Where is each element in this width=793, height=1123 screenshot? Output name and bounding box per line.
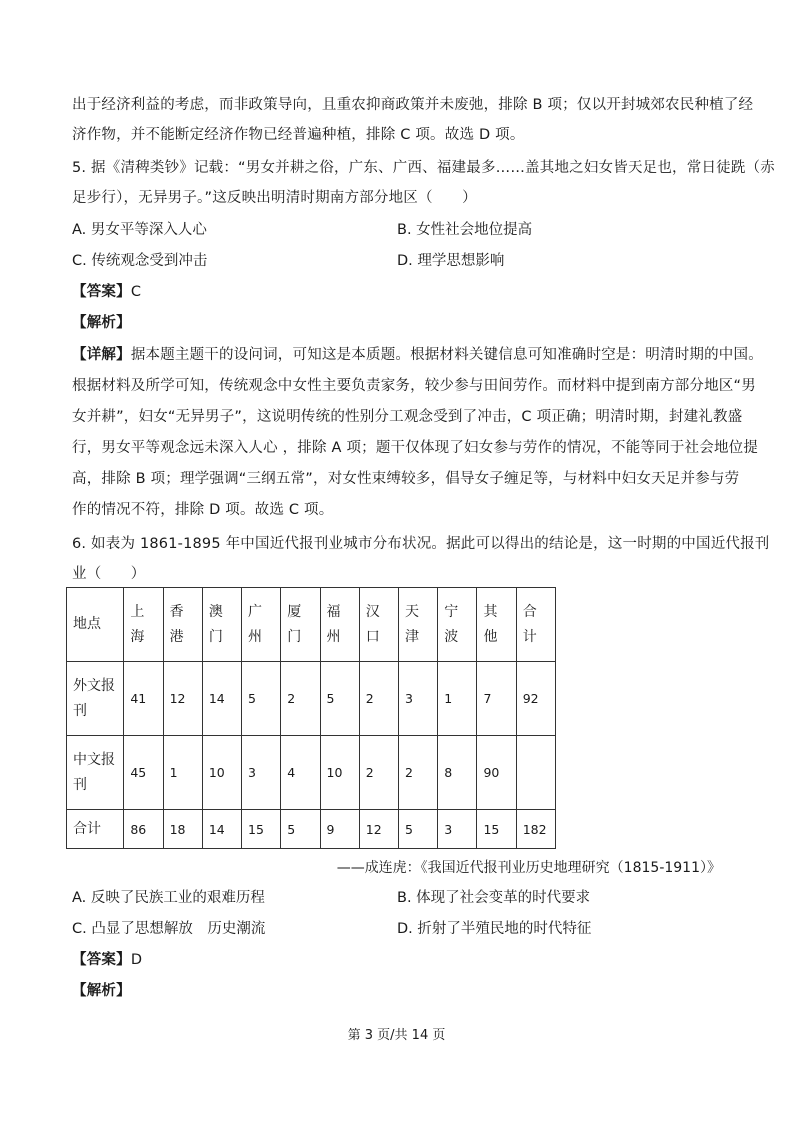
table-cell: 18	[163, 810, 202, 849]
table-cell: 10	[320, 736, 359, 810]
q5-option-d: D. 理学思想影响	[397, 253, 505, 269]
q5-analysis-tag	[72, 313, 131, 333]
q6-option-c: C. 凸显了思想解放 历史潮流	[72, 921, 266, 937]
q5-detail-line-5: 高，排除 B 项；理学强调“三纲五常”，对女性束缚较多，倡导女子缠足等，与材料中妇女天足并参与劳	[72, 471, 740, 487]
q6-option-d: D. 折射了半殖民地的时代特征	[397, 921, 592, 937]
q5-answer	[72, 282, 141, 302]
table-row-foreign	[67, 662, 556, 736]
table-header-row	[67, 588, 556, 662]
q5-option-a: A. 男女平等深入人心	[72, 222, 207, 238]
table-cell: 1	[438, 662, 477, 736]
header-cell-city: 香 港	[163, 588, 202, 662]
table-cell: 90	[477, 736, 516, 810]
row-label-chinese: 中文报 刊	[67, 736, 124, 810]
table-cell: 3	[398, 662, 437, 736]
q6-analysis-tag	[72, 981, 131, 1001]
q5-option-c: C. 传统观念受到冲击	[72, 253, 208, 269]
table-cell: 9	[320, 810, 359, 849]
table-cell: 15	[477, 810, 516, 849]
q5-answer-value: C	[130, 284, 142, 300]
q5-detail-line-6: 作的情况不符，排除 D 项。故选 C 项。	[72, 502, 334, 518]
table-cell: 5	[242, 662, 281, 736]
table-cell: 5	[320, 662, 359, 736]
q5-detail-text-1: 据本题主题干的设问词，可知这是本质题。根据材料关键信息可知准确时空是：明清时期的中国。	[130, 347, 763, 363]
row-label-foreign: 外文报 刊	[67, 662, 124, 736]
table-cell: 15	[242, 810, 281, 849]
q5-answer-tag: 【答案】	[72, 284, 131, 300]
q6-stem-line-1: 6. 如表为 1861-1895 年中国近代报刊业城市分布状况。据此可以得出的结论是，这一时期的中国近代报刊	[72, 536, 770, 552]
table-cell: 12	[163, 662, 202, 736]
q6-stem-line-2: 业（ ）	[72, 566, 146, 582]
table-cell: 8	[438, 736, 477, 810]
q5-detail-line-4: 行，男女平等观念远未深入人心 ，排除 A 项；题干仅体现了妇女参与劳作的情况，不能等同于社会地位提	[72, 440, 759, 456]
table-cell: 41	[124, 662, 163, 736]
q5-stem-line-2: 足步行），无异男子。”这反映出明清时期南方部分地区（ ）	[72, 190, 477, 206]
table-cell: 45	[124, 736, 163, 810]
q5-analysis-label: 【解析】	[72, 315, 131, 331]
page-footer: 第 3 页/共 14 页	[347, 1028, 446, 1043]
table-cell: 5	[398, 810, 437, 849]
q5-detail-line-2: 根据材料及所学可知，传统观念中女性主要负责家务，较少参与田间劳作。而材料中提到南方部分地区“男	[72, 378, 756, 394]
header-cell-location: 地点	[67, 588, 124, 662]
q6-analysis-label: 【解析】	[72, 983, 131, 999]
q5-detail-line-3: 女并耕”，妇女“无异男子”，这说明传统的性别分工观念受到了冲击，C 项正确；明清时期，封建礼教盛	[72, 409, 743, 425]
q6-option-b: B. 体现了社会变革的时代要求	[397, 890, 591, 906]
intro-line-2: 济作物，并不能断定经济作物已经普遍种植，排除 C 项。故选 D 项。	[72, 127, 525, 143]
table-cell: 14	[202, 662, 241, 736]
header-cell-city: 澳 门	[202, 588, 241, 662]
table-cell: 5	[281, 810, 320, 849]
header-cell-city: 广 州	[242, 588, 281, 662]
table-row-chinese	[67, 736, 556, 810]
table-cell: 182	[516, 810, 555, 849]
header-cell-city: 汉 口	[359, 588, 398, 662]
q6-answer-tag: 【答案】	[72, 952, 131, 968]
table-cell	[516, 736, 555, 810]
table-cell: 1	[163, 736, 202, 810]
table-cell: 7	[477, 662, 516, 736]
table-cell: 86	[124, 810, 163, 849]
q5-stem-line-1: 5. 据《清稗类钞》记载：“男女并耕之俗，广东、广西、福建最多……盖其地之妇女皆天足也，常日徒跣（赤	[72, 160, 775, 176]
table-cell: 2	[359, 662, 398, 736]
q6-answer-value: D	[130, 952, 143, 968]
newspaper-distribution-table	[66, 587, 556, 849]
table-cell: 10	[202, 736, 241, 810]
q5-detail-tag: 【详解】	[72, 347, 131, 363]
header-cell-city: 天 津	[398, 588, 437, 662]
table-cell: 12	[359, 810, 398, 849]
header-cell-city: 上 海	[124, 588, 163, 662]
q5-option-b: B. 女性社会地位提高	[397, 222, 533, 238]
header-cell-city: 合 计	[516, 588, 555, 662]
table-cell: 92	[516, 662, 555, 736]
table-source-citation: ——成连虎：《我国近代报刊业历史地理研究（1815-1911）》	[336, 860, 721, 876]
table-cell: 2	[398, 736, 437, 810]
table-cell: 4	[281, 736, 320, 810]
table-row-total	[67, 810, 556, 849]
table-cell: 2	[359, 736, 398, 810]
row-label-total: 合计	[67, 810, 124, 849]
intro-line-1: 出于经济利益的考虑，而非政策导向，且重农抑商政策并未废弛，排除 B 项；仅以开封城郊农民种植了经	[72, 97, 754, 113]
q6-option-a: A. 反映了民族工业的艰难历程	[72, 890, 265, 906]
header-cell-city: 其 他	[477, 588, 516, 662]
q6-answer	[72, 950, 142, 970]
q5-detail-line-1	[72, 345, 763, 365]
header-cell-city: 福 州	[320, 588, 359, 662]
table-cell: 3	[242, 736, 281, 810]
table-cell: 3	[438, 810, 477, 849]
table-cell: 2	[281, 662, 320, 736]
header-cell-city: 厦 门	[281, 588, 320, 662]
header-cell-city: 宁 波	[438, 588, 477, 662]
table-cell: 14	[202, 810, 241, 849]
